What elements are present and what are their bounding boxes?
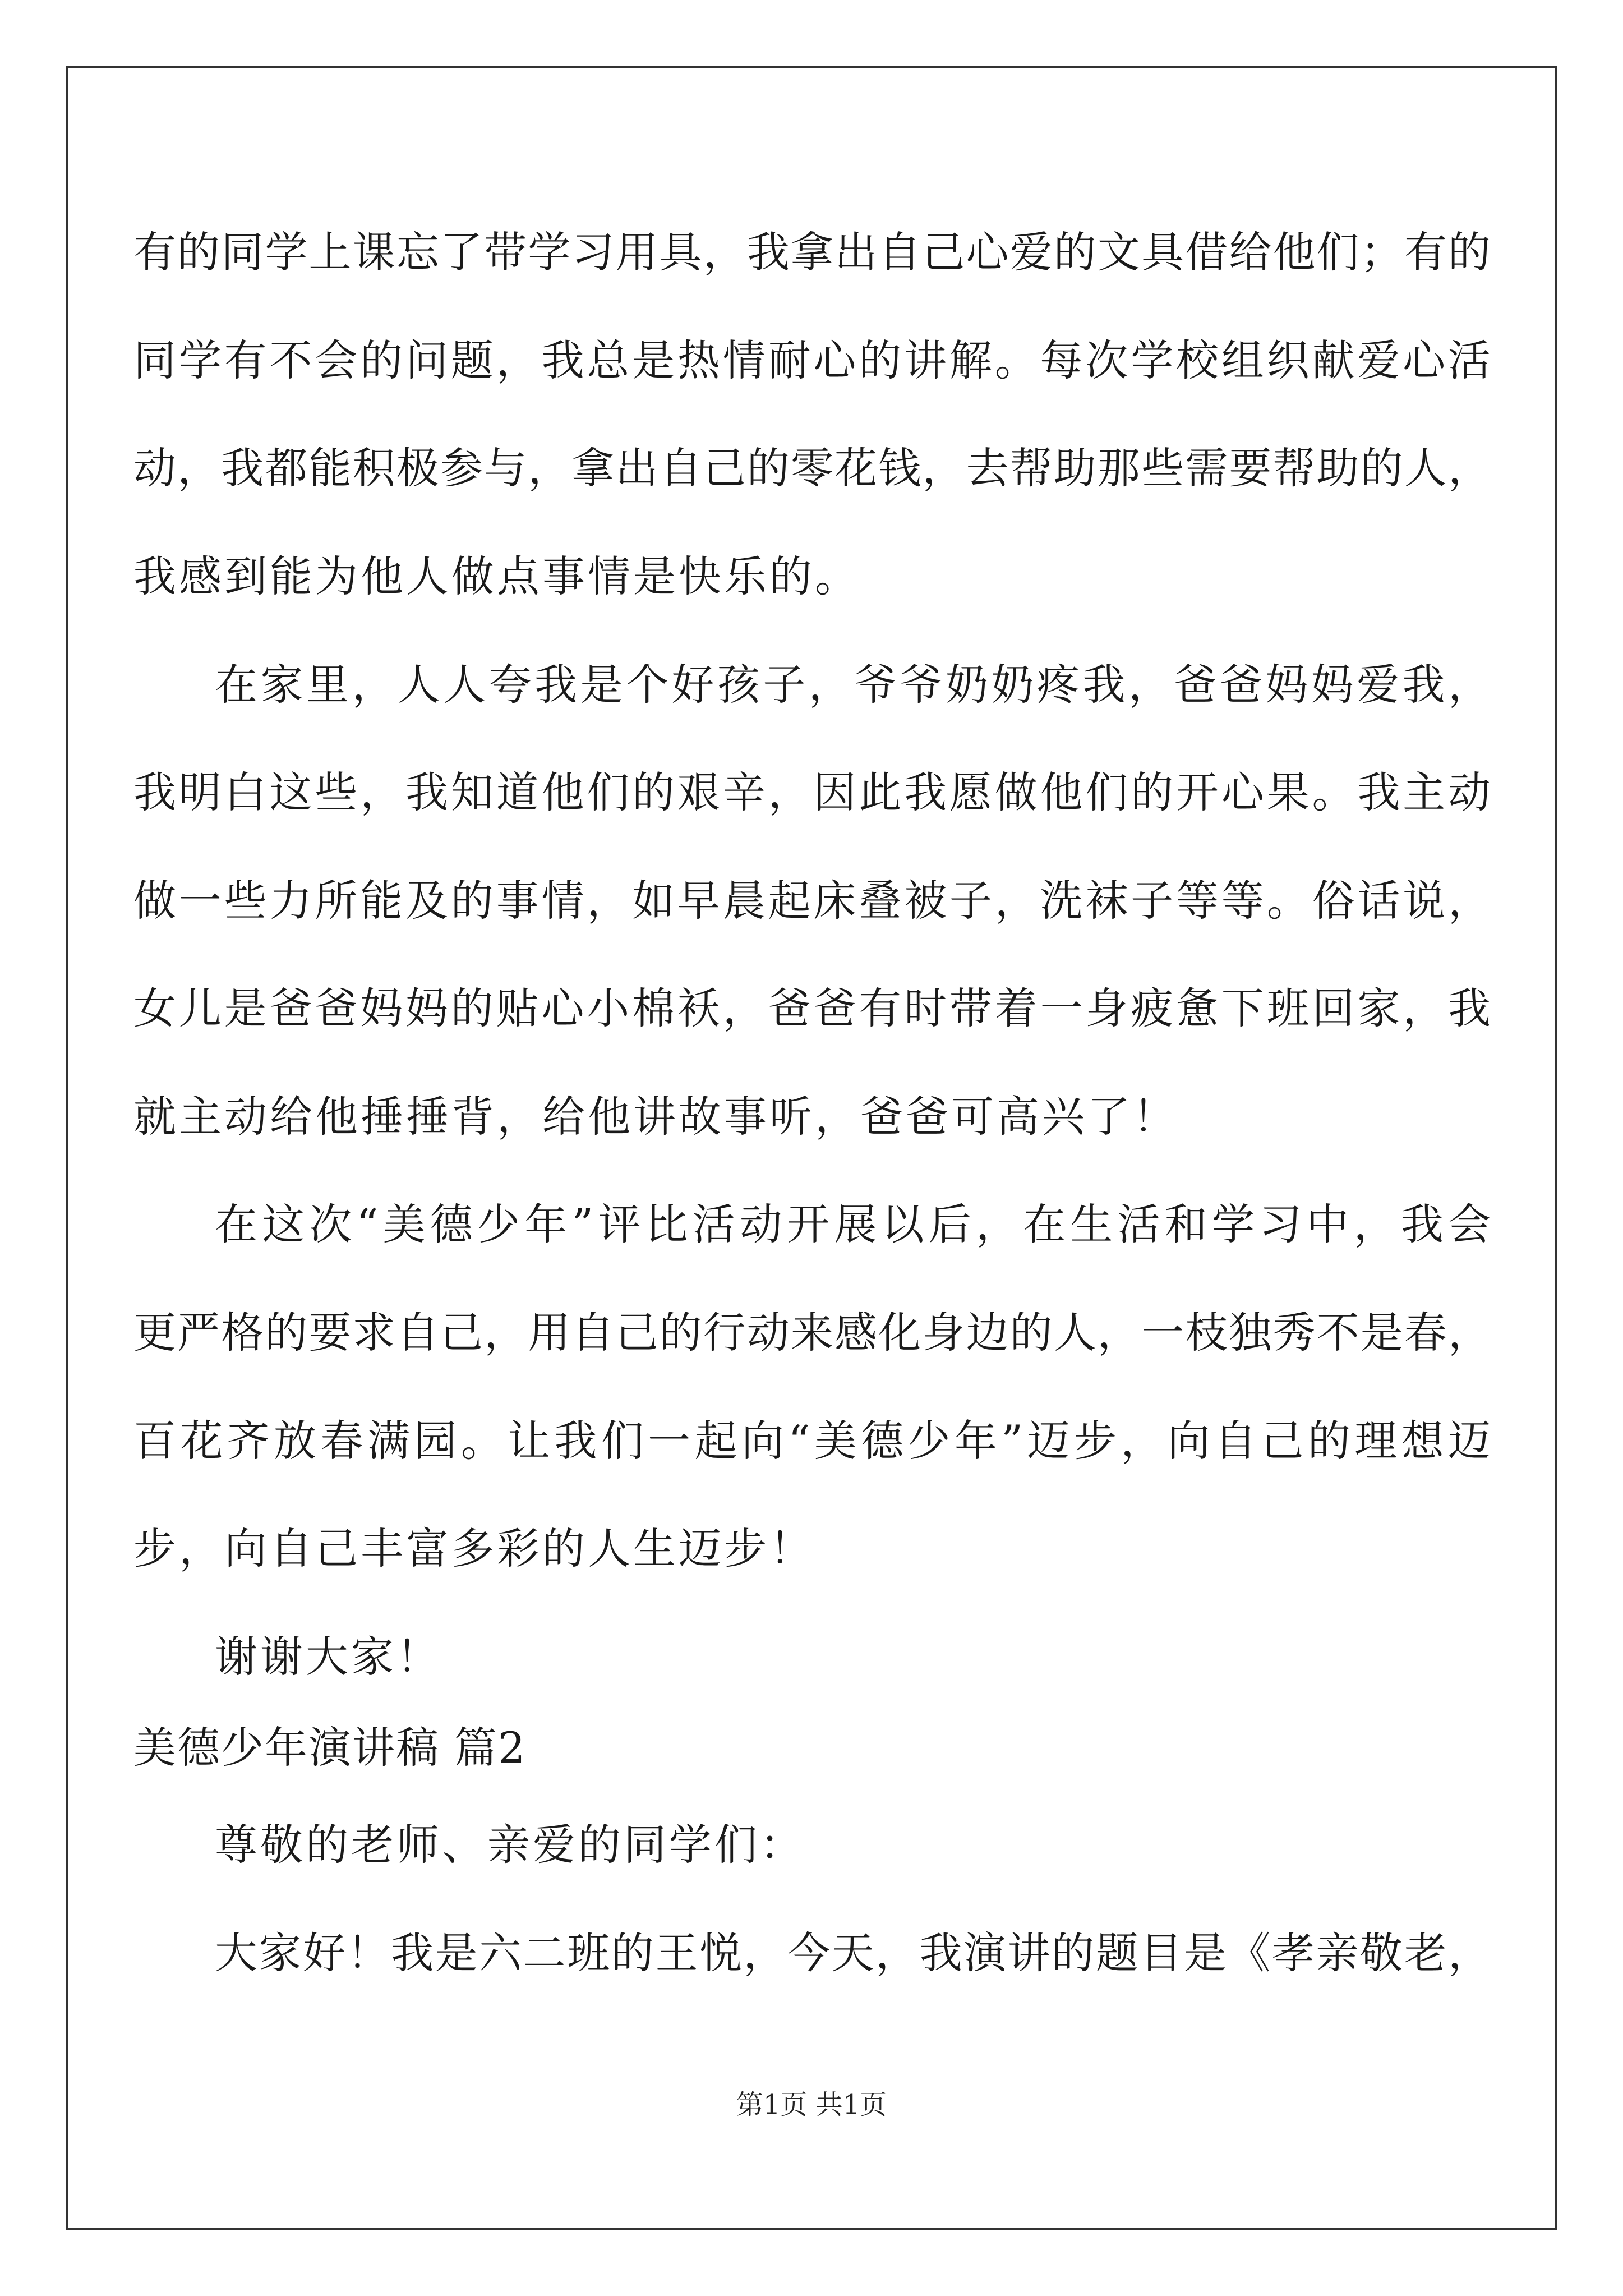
paragraph-line: 就主动给他捶捶背，给他讲故事听，爸爸可高兴了！ bbox=[133, 1092, 1178, 1142]
page-footer: 第1页 共1页 bbox=[736, 2089, 887, 2120]
paragraph-line: 有的同学上课忘了带学习用具，我拿出自己心爱的文具借给他们；有的 bbox=[133, 227, 1491, 277]
paragraph-line: 尊敬的老师、亲爱的同学们： bbox=[215, 1820, 805, 1870]
paragraph-line: 步，向自己丰富多彩的人生迈步！ bbox=[133, 1524, 815, 1573]
paragraph-line: 女儿是爸爸妈妈的贴心小棉袄，爸爸有时带着一身疲惫下班回家，我 bbox=[133, 983, 1491, 1033]
paragraph-line: 做一些力所能及的事情，如早晨起床叠被子，洗袜子等等。俗话说， bbox=[133, 876, 1491, 926]
section-heading: 美德少年演讲稿 篇2 bbox=[133, 1723, 527, 1773]
paragraph-line: 我感到能为他人做点事情是快乐的。 bbox=[133, 551, 860, 601]
paragraph-line: 大家好！我是六二班的王悦，今天，我演讲的题目是《孝亲敬老， bbox=[215, 1928, 1491, 1978]
paragraph-line: 更严格的要求自己，用自己的行动来感化身边的人，一枝独秀不是春， bbox=[133, 1308, 1491, 1358]
paragraph-line: 在这次“美德少年”评比活动开展以后，在生活和学习中，我会 bbox=[215, 1199, 1491, 1249]
paragraph-line: 百花齐放春满园。让我们一起向“美德少年”迈步，向自己的理想迈 bbox=[133, 1416, 1491, 1466]
paragraph-line: 在家里，人人夸我是个好孩子，爷爷奶奶疼我，爸爸妈妈爱我， bbox=[215, 660, 1491, 710]
paragraph-line: 谢谢大家！ bbox=[215, 1632, 442, 1682]
paragraph-line: 动，我都能积极参与，拿出自己的零花钱，去帮助那些需要帮助的人， bbox=[133, 443, 1491, 493]
paragraph-line: 我明白这些，我知道他们的艰辛，因此我愿做他们的开心果。我主动 bbox=[133, 767, 1491, 817]
paragraph-line: 同学有不会的问题，我总是热情耐心的讲解。每次学校组织献爱心活 bbox=[133, 335, 1491, 385]
page-border bbox=[66, 66, 1557, 2230]
